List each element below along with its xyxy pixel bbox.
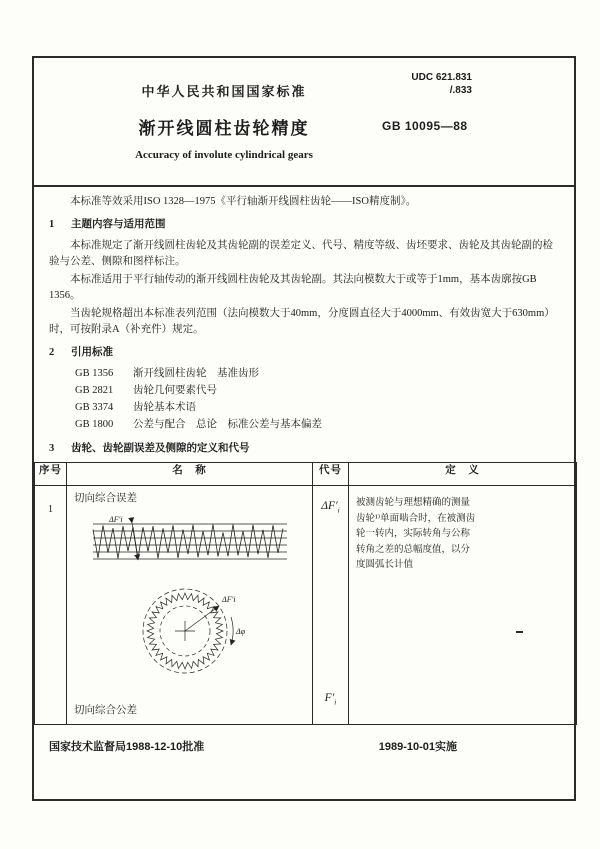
reference-title: 渐开线圆柱齿轮 基准齿形	[133, 368, 259, 379]
reference-code: GB 3374	[75, 402, 114, 413]
scan-artifact-mark	[516, 631, 523, 633]
table-header-row	[35, 463, 577, 486]
reference-code: GB 2821	[75, 385, 114, 396]
section-3-heading	[49, 441, 559, 457]
section-number: 3	[49, 443, 55, 454]
document-title-cn: 渐开线圆柱齿轮精度	[138, 119, 310, 138]
error-name-label: 切向综合误差	[74, 493, 137, 504]
section-title: 引用标准	[71, 347, 113, 358]
document-body	[39, 194, 559, 755]
radial-error-label: ΔF′i	[221, 595, 236, 604]
header-divider	[32, 185, 576, 187]
udc-line1: UDC 621.831	[411, 72, 472, 83]
error-symbol	[321, 498, 339, 518]
paragraph: 本标准适用于平行轴传动的渐开线圆柱齿轮及其齿轮副。其法向模数大于或等于1mm，基本齿廓按GB 1356。	[49, 274, 537, 301]
table-row	[35, 486, 577, 725]
standard-number: GB 10095—88	[382, 119, 468, 133]
row-seq: 1	[35, 486, 67, 725]
reference-item	[75, 400, 559, 417]
symbol-subscript: i	[334, 697, 337, 706]
error-curve	[93, 525, 283, 559]
reference-item	[75, 417, 559, 434]
paragraph: 本标准规定了渐开线圆柱齿轮及其齿轮副的误差定义、代号、精度等级、齿坯要求、齿轮及其齿轮副的检验与公差、侧隙和图样标注。	[49, 240, 553, 267]
udc-line2: /.833	[449, 85, 472, 96]
radial-arrow	[185, 606, 219, 631]
col-header-symbol: 代号	[313, 463, 349, 486]
section-number: 2	[49, 347, 55, 358]
reference-title: 齿轮几何要素代号	[133, 385, 217, 396]
symbol-base: F′	[324, 691, 335, 704]
reference-item	[75, 383, 559, 400]
udc-number	[408, 71, 472, 97]
approval-note: 国家技术监督局1988-12-10批准	[49, 741, 205, 753]
row-definition-cell	[349, 486, 577, 725]
gear-circle-diagram	[143, 589, 233, 673]
symbol-subscript: i	[337, 505, 340, 515]
section-title: 齿轮、齿轮副误差及侧隙的定义和代号	[71, 443, 250, 454]
effective-date: 1989-10-01实施	[378, 741, 457, 753]
tangential-composite-error-diagram	[85, 514, 295, 696]
symbol-base: ΔF′	[321, 500, 338, 512]
section-number: 1	[49, 219, 55, 230]
error-waveform-chart	[93, 523, 287, 560]
standard-org-title: 中华人民共和国国家标准	[141, 84, 307, 99]
rotation-angle-arc	[231, 617, 233, 645]
wave-amplitude-label: ΔF′i	[108, 515, 123, 524]
rotation-angle-label: Δφ	[235, 627, 245, 636]
definitions-table	[34, 462, 577, 725]
section-1-heading	[49, 217, 559, 233]
intro-paragraph: 本标准等效采用ISO 1328—1975《平行轴渐开线圆柱齿轮——ISO精度制》。	[70, 196, 417, 207]
section-2-heading	[49, 345, 559, 361]
paragraph: 当齿轮规格超出本标准表列范围（法向模数大于40mm，分度圆直径大于4000mm、有效齿宽大于630mm）时，可按附录A（补充件）规定。	[49, 308, 555, 335]
reference-title: 公差与配合 总论 标准公差与基本偏差	[133, 419, 322, 430]
row-name-cell	[67, 486, 313, 725]
section-title: 主题内容与适用范围	[71, 219, 166, 230]
page-footer	[49, 739, 559, 755]
reference-code: GB 1800	[75, 419, 114, 430]
col-header-name: 名 称	[67, 463, 313, 486]
tolerance-name-label: 切向综合公差	[74, 705, 137, 716]
col-header-definition: 定 义	[349, 463, 577, 486]
reference-item	[75, 366, 559, 383]
col-header-seq: 序号	[35, 463, 67, 486]
reference-title: 齿轮基本术语	[133, 402, 196, 413]
document-title-en: Accuracy of involute cylindrical gears	[135, 149, 313, 161]
page-border-frame	[32, 56, 576, 801]
row-symbol-cell	[313, 486, 349, 725]
reference-list	[75, 366, 559, 434]
tolerance-symbol	[325, 690, 337, 710]
definition-text: 被测齿轮与理想精确的测量齿轮¹⁾单面啮合时，在被测齿轮一转内，实际转角与公称转角之差的总幅度值，以分度圆弧长计值	[356, 498, 476, 570]
reference-code: GB 1356	[75, 368, 114, 379]
